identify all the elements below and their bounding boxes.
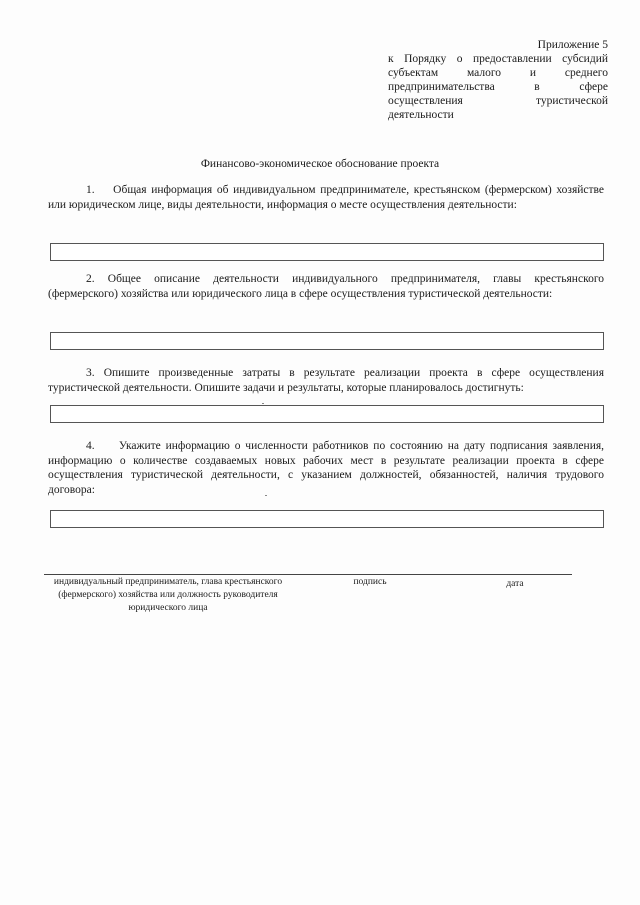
date-label: дата [506,579,524,589]
annex-line: деятельности [388,109,454,121]
section-2-answer-field[interactable] [50,332,604,350]
section-text: Общая информация об индивидуальном предпринимателе, крестьянском (фермерском) хозяйстве или юридическом лице, виды деятельности, информация о месте осуществления деятельности: [48,184,604,211]
section-text: Общее описание деятельности индивидуального предпринимателя, главы крестьянского (фермерского) хозяйства или юридического лица в сфере осуществления туристической деятельности: [48,273,605,300]
section-4 [48,439,604,497]
section-4-answer-field[interactable] [50,510,604,528]
annex-title: Приложение 5 [537,39,608,51]
section-number: 2. [86,273,95,285]
annex-line: субъектам малого и среднего [388,67,608,79]
document-title: Финансово-экономическое обоснование проекта [200,158,440,170]
scan-speck [262,403,264,404]
section-text: Укажите информацию о численности работников по состоянию на дату подписания заявления, информацию о количестве создаваемых новых рабочих мест в результате реализации проекта в сфере осуществления туристической деятельности, с указанием должностей, обязанностей, наличия трудового договора: [48,440,605,496]
section-2 [48,272,604,301]
annex-header [388,38,608,122]
section-number: 1. [86,184,95,196]
section-3-answer-field[interactable] [50,405,604,423]
annex-line: к Порядку о предоставлении субсидий [388,53,608,65]
signatory-position-label: индивидуальный предприниматель, глава крестьянского (фермерского) хозяйства или должность руководителя юридического лица [53,577,283,613]
scan-speck [265,495,267,496]
section-number: 4. [86,440,95,452]
section-1 [48,183,604,212]
annex-line: предпринимательства в сфере [388,81,608,93]
annex-line: осуществления туристической [388,95,608,107]
section-number: 3. [86,367,95,379]
section-1-answer-field[interactable] [50,243,604,261]
section-text: Опишите произведенные затраты в результате реализации проекта в сфере осуществления туристической деятельности. Опишите задачи и результаты, которые планировалось достигнуть: [48,367,605,394]
signature-label: подпись [353,577,387,587]
signature-line [44,574,572,575]
section-3 [48,366,604,395]
